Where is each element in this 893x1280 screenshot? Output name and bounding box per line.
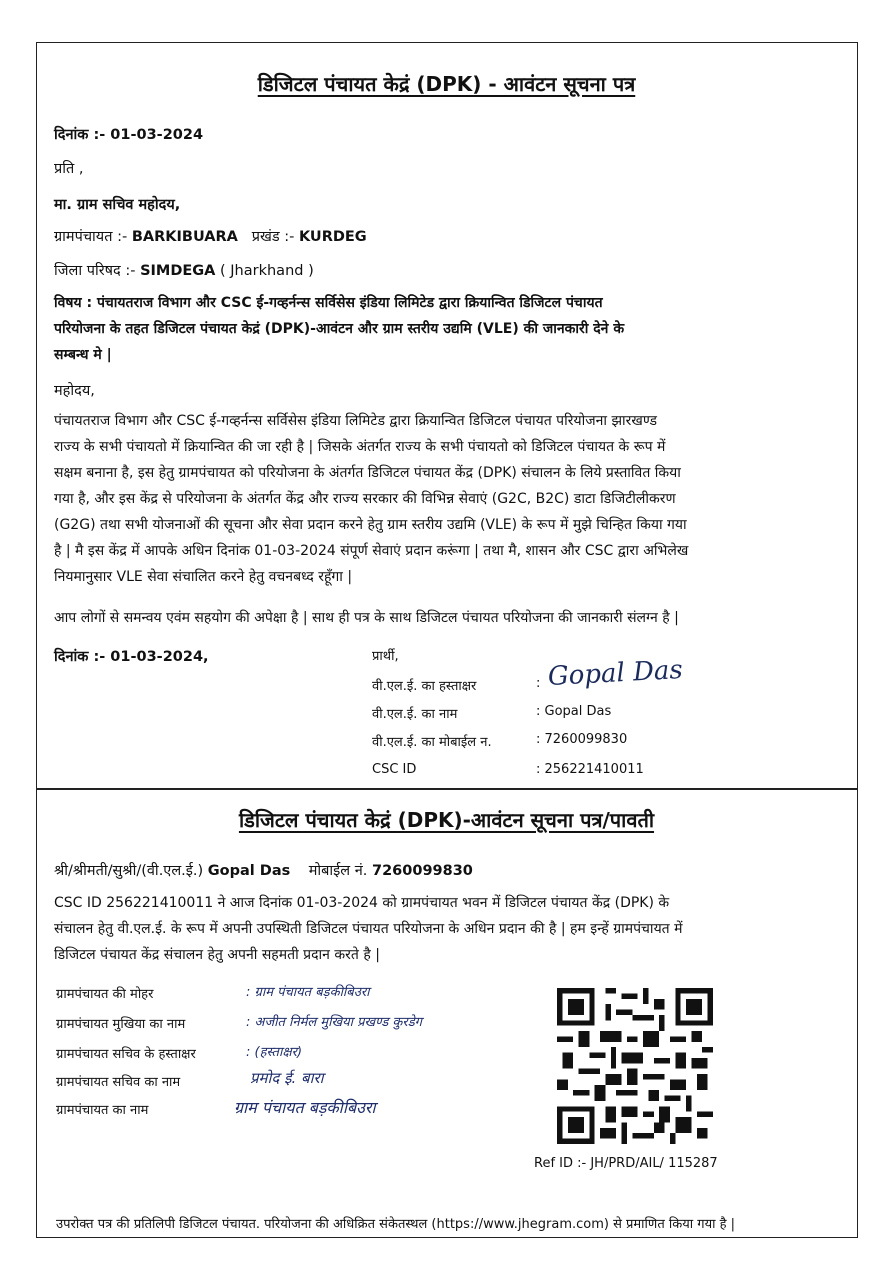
csc-id-label: CSC ID bbox=[372, 762, 417, 777]
letter-body: पंचायतराज विभाग और CSC ई-गव्हर्नन्स सर्विसेस इंडिया लिमिटेड द्वारा क्रियान्वित डिजिटल पंचायत परियोजना झारखण्ड राज्य के सभी पंचायतो में क्रियान्वित की जा रही है | जिसके अंतर्गत राज्य के सभी पंचायतो को डिजिटल पंचायत के रूप में सक्षम बनाना है, इस हेतु ग्रामपंचायत को परियोजना के अंतर्गत डिजिटल पंचायत केंद्र (DPK) संचालन के लिये प्रस्तावित किया गया है, और इस केंद्र से परियोजना के अंतर्गत केंद्र और राज्य सरकार की विभिन्न सेवाएं (G2C, B2C) डाटा डिजिटीलीकरण (G2G) तथा सभी योजनाओं की सूचना और सेवा प्रदान करने हेतु ग्राम स्तरीय उद्यमि (VLE) के रूप में मुझे चिन्हित किया गया है | मै इस केंद्र में आपके अधिन दिनांक 01-03-2024 संपूर्ण सेवाएं प्रदान करूंगा | तथा मै, शासन और CSC द्वारा अभिलेख नियमानुसार VLE सेवा संचालित करने हेतु वचनबध्द रहूँगा | bbox=[54, 413, 689, 585]
addressee: मा. ग्राम सचिव महोदय, bbox=[54, 197, 181, 213]
secretary-signature-value: : (हस्ताक्षर) bbox=[246, 1045, 303, 1060]
gp-name-label: ग्रामपंचायत का नाम bbox=[56, 1103, 149, 1118]
gp-name-value: ग्राम पंचायत बड़कीबिउरा bbox=[234, 1098, 376, 1117]
section-divider bbox=[36, 788, 858, 790]
footer-note: उपरोक्त पत्र की प्रतिलिपी डिजिटल पंचायत. परियोजना की अधिक्रित संकेतस्थल (https://www.jhegram.com) से प्रमाणित किया गया है | bbox=[56, 1217, 736, 1232]
gram-panchayat-line: ग्रामपंचायत :- BARKIBUARA प्रखंड :- KURDEG bbox=[54, 229, 367, 245]
district-line: जिला परिषद :- SIMDEGA ( Jharkhand ) bbox=[54, 263, 314, 279]
salutation: महोदय, bbox=[54, 383, 95, 399]
ref-id: Ref ID :- JH/PRD/AIL/ 115287 bbox=[534, 1156, 718, 1171]
receipt-paragraph: CSC ID 256221410011 ने आज दिनांक 01-03-2024 को ग्रामपंचायत भवन में डिजिटल पंचायत केंद्र (DPK) के संचालन हेतु वी.एल.ई. के रूप में अपनी उपस्थिती डिजिटल पंचायत परियोजना के अधिन प्रदान की है | हम इन्हें ग्रामपंचायत में डिजिटल पंचायत केंद्र संचालन हेतु अपनी सहमती प्रदान करते है | bbox=[54, 895, 683, 963]
mukhiya-name-label: ग्रामपंचायत मुखिया का नाम bbox=[56, 1017, 186, 1032]
vle-name-label: वी.एल.ई. का नाम bbox=[372, 707, 458, 722]
qr-code bbox=[556, 988, 714, 1144]
vle-signature-label: वी.एल.ई. का हस्ताक्षर bbox=[372, 679, 477, 694]
letter-date-2: दिनांक :- 01-03-2024, bbox=[54, 649, 209, 665]
cooperation-line: आप लोगों से समन्वय एवंम सहयोग की अपेक्षा है | साथ ही पत्र के साथ डिजिटल पंचायत परियोजना की जानकारी संलग्न है | bbox=[54, 610, 679, 626]
secretary-signature-label: ग्रामपंचायत सचिव के हस्ताक्षर bbox=[56, 1047, 196, 1062]
vle-name-value: : Gopal Das bbox=[536, 704, 612, 719]
vle-signature-colon: : bbox=[536, 676, 541, 691]
applicant-label: प्रार्थी, bbox=[372, 649, 399, 664]
vle-mobile-label: वी.एल.ई. का मोबाईल न. bbox=[372, 735, 492, 750]
vle-mobile-value: : 7260099830 bbox=[536, 732, 628, 747]
csc-id-value: : 256221410011 bbox=[536, 762, 644, 777]
gp-seal-label: ग्रामपंचायत की मोहर bbox=[56, 987, 154, 1002]
gp-seal-value: : ग्राम पंचायत बड़कीबिउरा bbox=[246, 985, 370, 1000]
secretary-name-value: प्रमोद ई. बारा bbox=[250, 1069, 324, 1087]
receipt-vle-line: श्री/श्रीमती/सुश्री/(वी.एल.ई.) Gopal Das मोबाईल नं. 7260099830 bbox=[54, 863, 473, 879]
vle-signature: Gopal Das bbox=[547, 654, 684, 692]
mukhiya-name-value: : अजीत निर्मल मुखिया प्रखण्ड कुरडेग bbox=[246, 1015, 422, 1030]
letter-date: दिनांक :- 01-03-2024 bbox=[54, 127, 204, 143]
secretary-name-label: ग्रामपंचायत सचिव का नाम bbox=[56, 1075, 181, 1090]
subject-paragraph: विषय : पंचायतराज विभाग और CSC ई-गव्हर्नन्स सर्विसेस इंडिया लिमिटेड द्वारा क्रियान्वित डिजिटल पंचायत परियोजना के तहत डिजिटल पंचायत केद्रं (DPK)-आवंटन और ग्राम स्तरीय उद्यमि (VLE) की जानकारी देने के सम्बन्ध मे | bbox=[54, 295, 625, 363]
document-title: डिजिटल पंचायत केद्रं (DPK) - आवंटन सूचना पत्र bbox=[257, 72, 636, 96]
prati-label: प्रति , bbox=[54, 161, 84, 177]
receipt-title: डिजिटल पंचायत केद्रं (DPK)-आवंटन सूचना पत्र/पावती bbox=[238, 808, 655, 832]
